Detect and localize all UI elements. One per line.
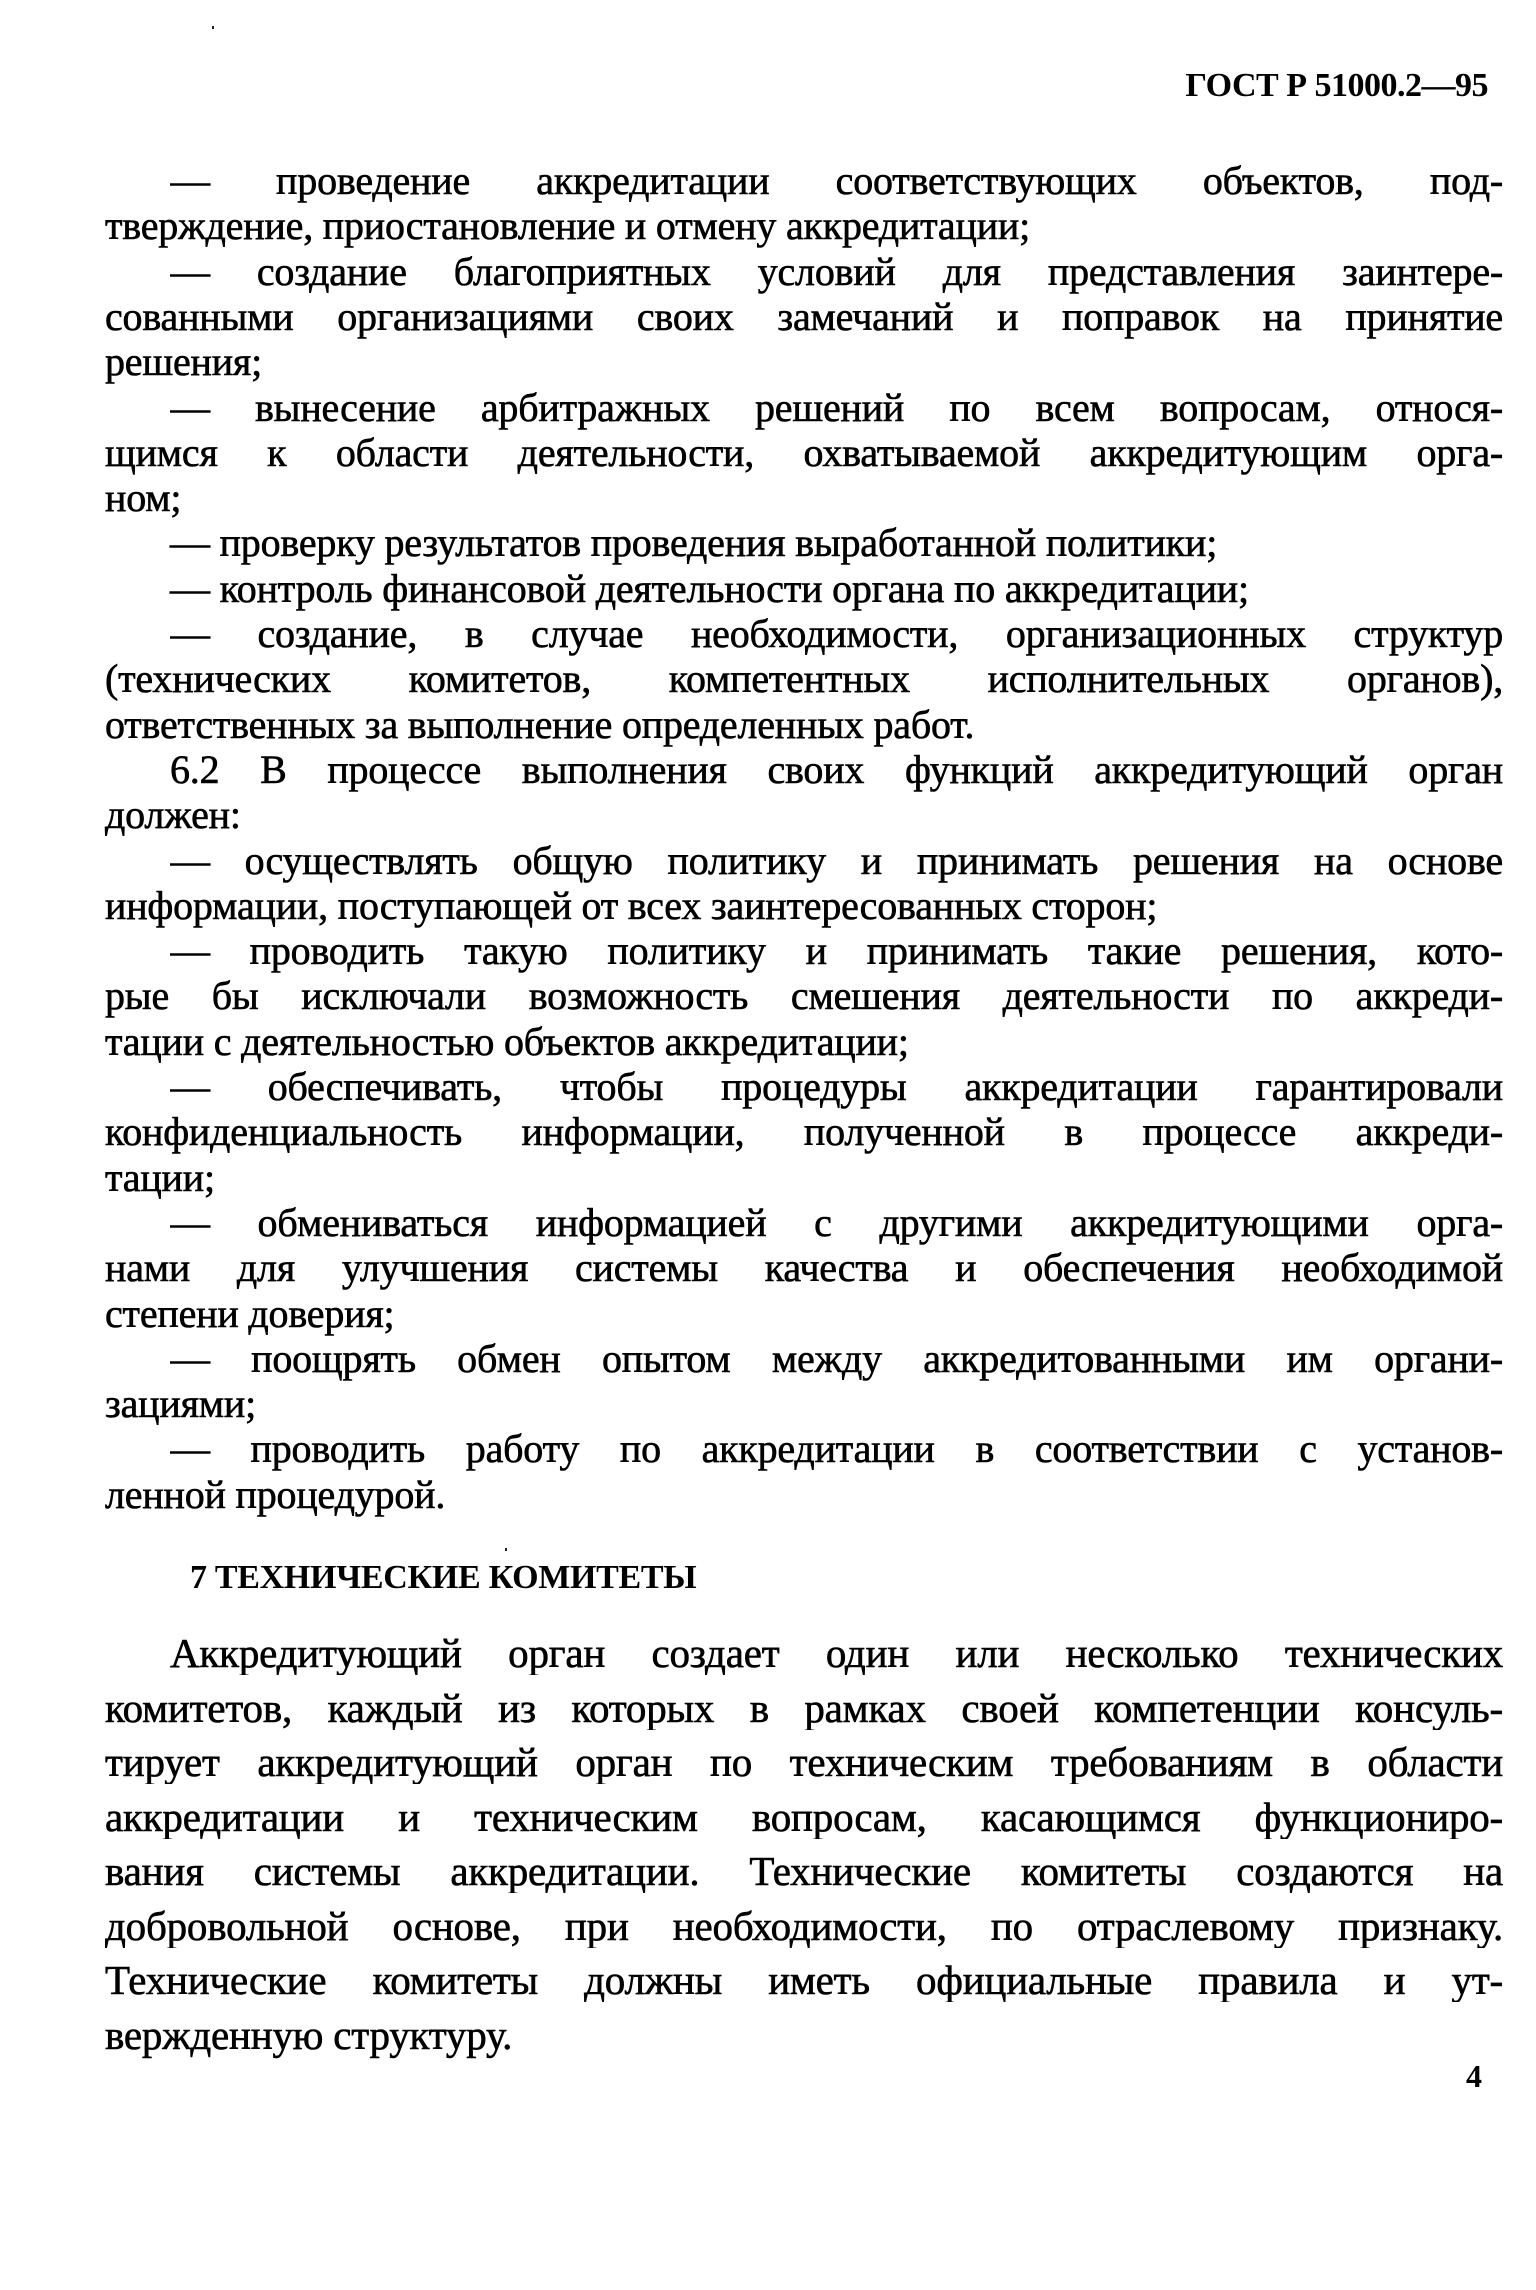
- body-line: ответственных за выполнение определенных работ.: [105, 701, 975, 747]
- body-line: щимся к области деятельности, охватываемой аккредитующим орга-: [105, 430, 1503, 475]
- scan-speck: [505, 1548, 507, 1551]
- body-line: — поощрять обмен опытом между аккредитованными им органи-: [170, 1336, 1503, 1381]
- body-line: зациями;: [105, 1381, 256, 1427]
- body-line: нами для улучшения системы качества и обеспечения необходимой: [105, 1246, 1503, 1291]
- body-line: сованными организациями своих замечаний и поправок на принятие: [105, 294, 1503, 339]
- body-line: информации, поступающей от всех заинтересованных сторон;: [105, 882, 1158, 928]
- section-7-line: Технические комитеты должны иметь официальные правила и ут-: [105, 1958, 1503, 2002]
- body-line: конфиденциальность информации, полученной в процессе аккреди-: [105, 1110, 1503, 1155]
- clause-6-2-line: 6.2 В процессе выполнения своих функций аккредитующий орган: [170, 747, 1503, 792]
- section-7-line: добровольной основе, при необходимости, по отраслевому признаку.: [105, 1903, 1503, 1948]
- body-line: — создание, в случае необходимости, организационных структур: [170, 612, 1503, 656]
- scan-speck: [212, 26, 214, 29]
- section-7-line: тирует аккредитующий орган по техническим требованиям в области: [105, 1740, 1503, 1784]
- body-line: степени доверия;: [105, 1290, 395, 1336]
- body-line: (технических комитетов, компетентных исполнительных органов),: [105, 657, 1503, 702]
- body-line: решения;: [105, 339, 263, 385]
- body-line: — создание благоприятных условий для представления заинтере-: [170, 249, 1503, 294]
- section-7-line: вержденную структуру.: [105, 2011, 513, 2058]
- body-line: тации;: [105, 1154, 215, 1200]
- body-line: рые бы исключали возможность смешения деятельности по аккреди-: [105, 974, 1503, 1019]
- body-line: тверждение, приостановление и отмену аккредитации;: [105, 203, 1031, 249]
- body-line: — проводить такую политику и принимать такие решения, кото-: [170, 929, 1503, 974]
- section-7-heading: 7 ТЕХНИЧЕСКИЕ КОМИТЕТЫ: [190, 1559, 697, 1596]
- body-line: ленной процедурой.: [105, 1471, 446, 1517]
- body-line: тации с деятельностью объектов аккредитации;: [105, 1018, 909, 1064]
- body-line: должен:: [105, 792, 241, 838]
- section-7-line: Аккредитующий орган создает один или несколько технических: [170, 1631, 1503, 1675]
- section-7-line: аккредитации и техническим вопросам, касающимся функциониро-: [105, 1794, 1503, 1839]
- body-line: ном;: [105, 475, 182, 521]
- section-7-line: комитетов, каждый из которых в рамках своей компетенции консуль-: [105, 1685, 1503, 1730]
- body-line: — проводить работу по аккредитации в соответствии с установ-: [170, 1427, 1503, 1472]
- body-line: — обеспечивать, чтобы процедуры аккредитации гарантировали: [170, 1065, 1503, 1109]
- page-number: 4: [1466, 2058, 1482, 2094]
- body-line: — обмениваться информацией с другими аккредитующими орга-: [170, 1200, 1503, 1245]
- body-line: — проведение аккредитации соответствующих объектов, под-: [170, 159, 1503, 203]
- body-line: — контроль финансовой деятельности органа по аккредитации;: [170, 565, 1249, 611]
- document-header-id: ГОСТ Р 51000.2—95: [1185, 67, 1488, 104]
- section-7-line: вания системы аккредитации. Технические комитеты создаются на: [105, 1849, 1503, 1893]
- body-line: — вынесение арбитражных решений по всем вопросам, относя-: [170, 385, 1503, 430]
- body-line: — осуществлять общую политику и принимать решения на основе: [170, 838, 1503, 883]
- body-line: — проверку результатов проведения выработанной политики;: [170, 520, 1218, 566]
